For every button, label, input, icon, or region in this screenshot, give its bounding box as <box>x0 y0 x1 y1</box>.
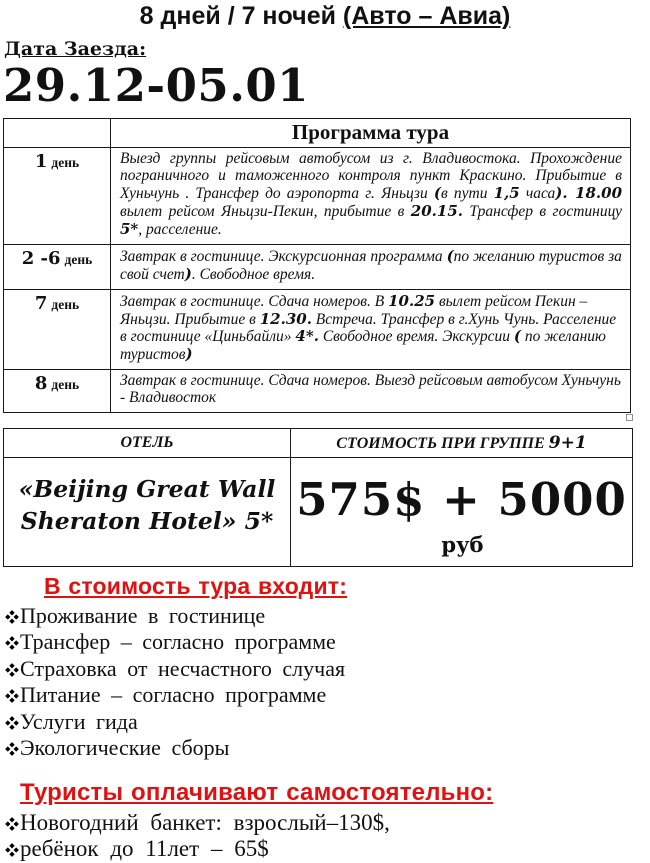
hotel-name-line2: Sheraton Hotel» 5* <box>20 507 274 536</box>
list-item <box>5 810 650 837</box>
price-column-header <box>291 428 633 457</box>
list-item <box>5 629 650 656</box>
day-number: 1 <box>34 151 48 173</box>
hotel-column-header: ОТЕЛЬ <box>4 428 291 457</box>
program-table-row <box>4 370 631 413</box>
list-item-text: ребёнок до 11лет – 65$ <box>20 836 269 862</box>
day-cell <box>4 244 111 289</box>
list-item <box>5 836 650 863</box>
four-diamonds-bullet-icon <box>5 735 20 760</box>
program-header-empty-cell <box>4 119 111 148</box>
price-body-row <box>4 457 633 566</box>
list-item <box>5 709 650 736</box>
day-cell <box>4 289 111 370</box>
includes-list <box>0 603 650 762</box>
list-item-text: Новогодний банкет: взрослый–130$, <box>20 809 390 835</box>
four-diamonds-bullet-icon <box>5 656 20 681</box>
program-day-description: Завтрак в гостинице. Сдача номеров. Выезд рейсовым автобусом Хуньчунь - Владивосток <box>111 370 631 413</box>
price-table-wrapper <box>3 428 633 567</box>
currency-label: руб <box>441 531 484 557</box>
price-header-row <box>4 428 633 457</box>
list-item-text: Трансфер – согласно программе <box>20 629 336 655</box>
hotel-name-line1: «Beijing Great Wall <box>18 474 276 503</box>
list-item <box>5 735 650 762</box>
list-item-text: Питание – согласно программе <box>20 682 327 708</box>
day-number: 2 -6 <box>21 247 61 269</box>
group-size-value: 9+1 <box>548 432 587 453</box>
four-diamonds-bullet-icon <box>5 709 20 734</box>
list-item <box>5 682 650 709</box>
price-header-text: СТОИМОСТЬ ПРИ ГРУППЕ <box>336 434 549 452</box>
hotel-name <box>4 457 291 566</box>
date-label: Дата Заезда: <box>4 37 147 60</box>
four-diamonds-bullet-icon <box>5 603 20 628</box>
price-table <box>3 428 633 567</box>
day-word: день <box>51 155 80 171</box>
date-value: 29.12-05.01 <box>3 58 309 112</box>
day-cell <box>4 148 111 244</box>
program-table-title: Программа тура <box>111 119 631 148</box>
title-text: 8 дней / 7 ночей <box>139 2 343 30</box>
title-underlined-text: (Авто – Авиа) <box>342 2 511 30</box>
program-day-description: Выезд группы рейсовым автобусом из г. Владивостока. Прохождение пограничного и таможенного контроля пункт Краскино. Прибытие в Хуньчунь . Трансфер до аэропорта г. Яньцзи (в пути 1,5 часа). 18.00 вылет рейсом Яньцзи-Пекин, прибытие в 20.15. Трансфер в гостиницу 5*, расселение. <box>111 148 631 244</box>
four-diamonds-bullet-icon <box>5 682 20 707</box>
table-resize-handle[interactable] <box>626 414 633 421</box>
day-number: 8 <box>34 373 48 395</box>
program-header-row <box>4 119 631 148</box>
list-item-text: Экологические сборы <box>20 735 230 761</box>
list-item-text: Проживание в гостинице <box>20 602 266 628</box>
page-title <box>0 3 650 31</box>
list-item-text: Услуги гида <box>20 708 138 734</box>
pay-self-list <box>0 810 650 863</box>
program-table <box>3 118 631 413</box>
program-day-description: Завтрак в гостинице. Экскурсионная программа (по желанию туристов за свой счет). Свободное время. <box>111 244 631 289</box>
day-word: день <box>64 251 93 267</box>
price-value: 575$ + 5000 <box>296 472 627 526</box>
program-table-wrapper <box>3 118 631 413</box>
four-diamonds-bullet-icon <box>5 836 20 861</box>
pay-self-heading: Туристы оплачивают самостоятельно: <box>20 778 494 806</box>
four-diamonds-bullet-icon <box>5 810 20 835</box>
program-table-row <box>4 244 631 289</box>
day-number: 7 <box>34 292 48 314</box>
day-word: день <box>51 296 80 312</box>
program-table-row <box>4 148 631 244</box>
list-item-text: Страховка от несчастного случая <box>20 655 346 681</box>
list-item <box>5 656 650 683</box>
program-day-description: Завтрак в гостинице. Сдача номеров. В 10.25 вылет рейсом Пекин –Яньцзи. Прибытие в 12.30. Встреча. Трансфер в г.Хунь Чунь. Расселение в гостинице «Циньбайли» 4*. Свободное время. Экскурсии ( по желанию туристов) <box>111 289 631 370</box>
day-cell <box>4 370 111 413</box>
day-word: день <box>51 377 80 393</box>
includes-heading: В стоимость тура входит: <box>44 572 348 599</box>
four-diamonds-bullet-icon <box>5 629 20 654</box>
list-item <box>5 603 650 630</box>
price-cell <box>291 457 633 566</box>
program-table-row <box>4 289 631 370</box>
